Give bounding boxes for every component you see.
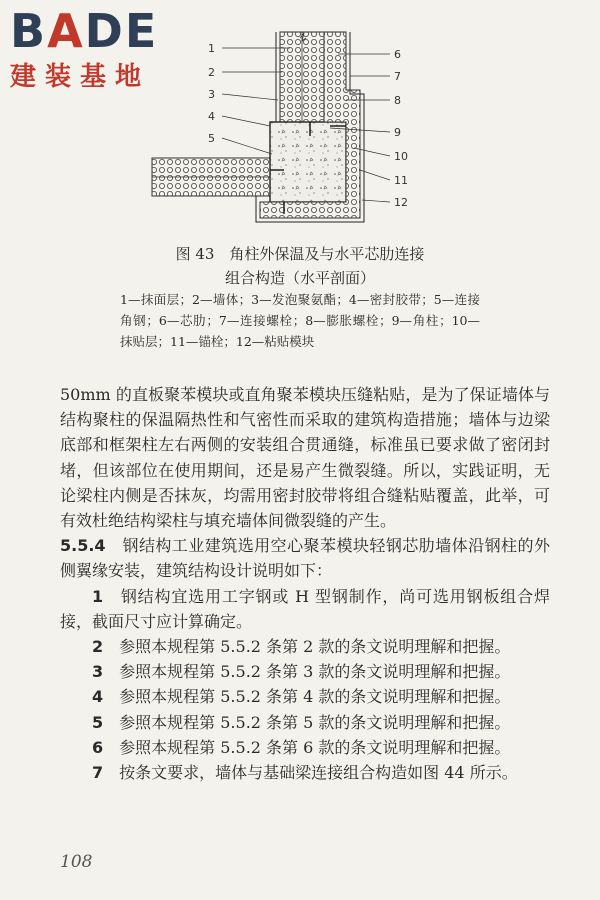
body-text bbox=[60, 382, 550, 785]
label-6: 6 bbox=[394, 48, 401, 61]
section-drawing bbox=[150, 30, 450, 230]
corner-column bbox=[270, 122, 346, 202]
label-12: 12 bbox=[394, 196, 408, 209]
figure-caption bbox=[0, 242, 600, 290]
page-number: 108 bbox=[60, 852, 93, 872]
paragraph-continued: 50mm 的直板聚苯模块或直角聚苯模块压缝粘贴，是为了保证墙体与结构聚柱的保温隔热性和气密性而采取的建筑构造措施；墙体与边梁底部和框架柱左右两侧的安装组合贯通缝，标准虽已要求做了密闭封堵，但该部位在使用期间，还是易产生微裂缝。所以，实践证明，无论梁柱内侧是否抹灰，均需用密封胶带将组合缝粘贴覆盖，此举，可有效杜绝结构梁柱与填充墙体间微裂缝的产生。 bbox=[60, 385, 550, 531]
label-4: 4 bbox=[208, 110, 215, 123]
list-item: 6 参照本规程第 5.5.2 条第 6 款的条文说明理解和把握。 bbox=[92, 737, 511, 757]
label-8: 8 bbox=[394, 94, 401, 107]
caption-line-2: 组合构造（水平剖面） bbox=[224, 269, 375, 287]
label-9: 9 bbox=[394, 126, 401, 139]
list-item: 1 钢结构宜选用工字钢或 H 型钢制作，尚可选用钢板组合焊接，截面尺寸应计算确定。 bbox=[60, 586, 550, 631]
section-number: 5.5.4 bbox=[60, 536, 106, 556]
logo-subtitle: 建装基地 bbox=[10, 62, 151, 92]
label-2: 2 bbox=[208, 66, 215, 79]
label-7: 7 bbox=[394, 70, 401, 83]
section-text: 钢结构工业建筑选用空心聚苯模块轻钢芯肋墙体沿钢柱的外侧翼缘安装，建筑结构设计说明如下： bbox=[60, 536, 550, 581]
list-item: 4 参照本规程第 5.5.2 条第 4 款的条文说明理解和把握。 bbox=[92, 687, 511, 707]
label-5: 5 bbox=[208, 132, 215, 145]
list-item: 2 参照本规程第 5.5.2 条第 2 款的条文说明理解和把握。 bbox=[92, 637, 511, 657]
label-1: 1 bbox=[208, 42, 215, 55]
caption-line-1: 图 43 角柱外保温及与水平芯肋连接 bbox=[175, 245, 425, 263]
figure-legend: 1—抹面层；2—墙体；3—发泡聚氨酯；4—密封胶带；5—连接角钢；6—芯肋；7—连接螺栓；8—膨胀螺栓；9—角柱；10—抹贴层；11—锚栓；12—粘贴模块 bbox=[120, 292, 480, 349]
label-10: 10 bbox=[394, 150, 408, 163]
label-11: 11 bbox=[394, 174, 408, 187]
list-item: 5 参照本规程第 5.5.2 条第 5 款的条文说明理解和把握。 bbox=[92, 712, 511, 732]
label-3: 3 bbox=[208, 88, 215, 101]
brand-logo bbox=[10, 4, 159, 93]
list-item: 7 按条文要求，墙体与基础梁连接组合构造如图 44 所示。 bbox=[92, 763, 518, 783]
section-5-5-4 bbox=[60, 533, 550, 583]
logo-wordmark: BADE bbox=[10, 4, 159, 58]
list-item: 3 参照本规程第 5.5.2 条第 3 款的条文说明理解和把握。 bbox=[92, 662, 511, 682]
